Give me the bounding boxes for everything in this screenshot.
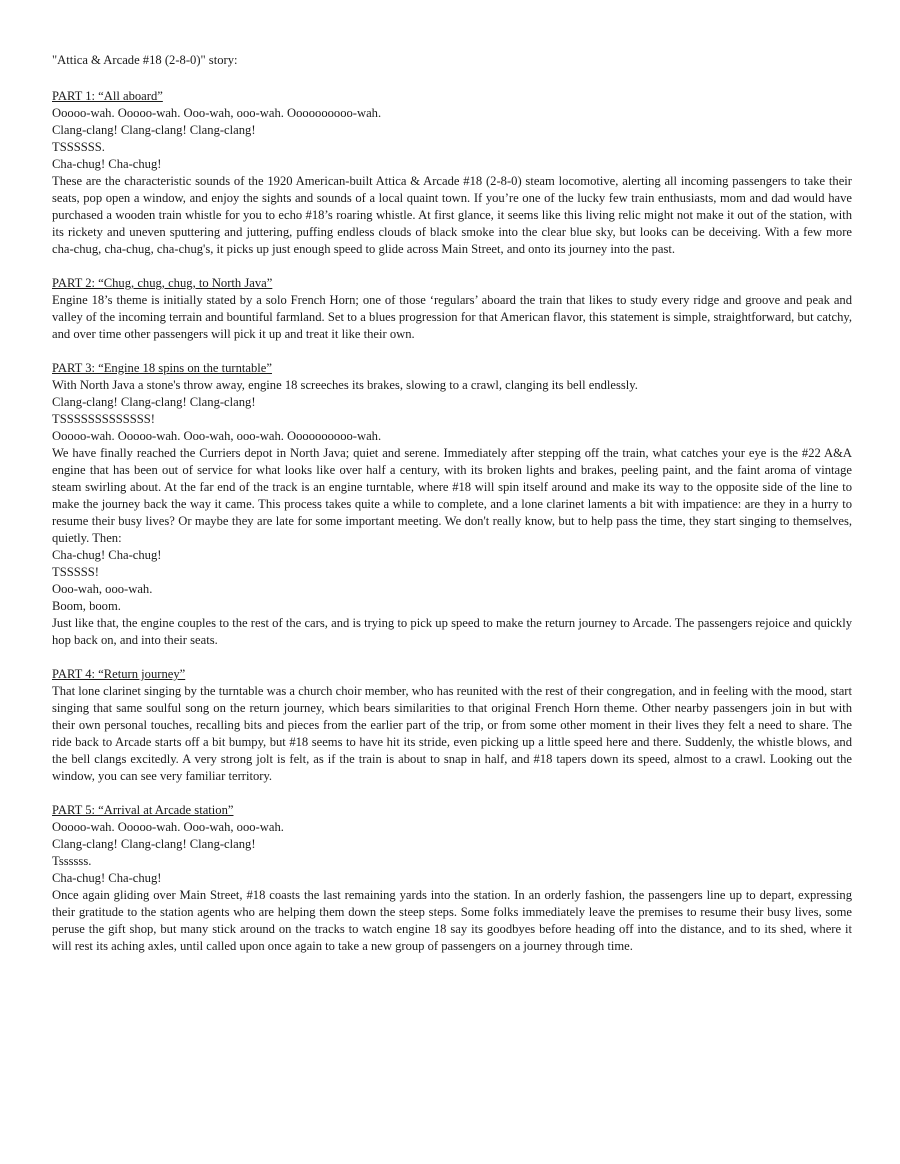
part-1-sound-line: Ooooo-wah. Ooooo-wah. Ooo-wah, ooo-wah. Oooooooooo-wah.: [52, 106, 382, 120]
part-5-sound-line: Clang-clang! Clang-clang! Clang-clang!: [52, 837, 256, 851]
part-3-sound-line: Ooo-wah, ooo-wah.: [52, 582, 153, 596]
part-5-paragraph: Once again gliding over Main Street, #18 coasts the last remaining yards into the station. In an orderly fashion, the passengers line up to depart, expressing their gratitude to the station agents who are helping them down the steep steps. Some folks immediately leave the premises to resume their busy lives, some peruse the gift shop, but many stick around on the tracks to watch engine 18 say its goodbyes before heading off into the distance, and to its shed, where it will rest its aching axles, until called upon once again to take a new group of passengers on a journey through time.: [52, 888, 852, 953]
part-1-paragraph: These are the characteristic sounds of the 1920 American-built Attica & Arcade #18 (2-8-0) steam locomotive, alerting all incoming passengers to take their seats, pop open a window, and enjoy the sights and sounds of a local quaint town. If you’re one of the lucky few train enthusiasts, mom and dad would have purchased a wooden train whistle for you to echo #18’s roaring whistle. At first glance, it seems like this living relic might not make it out of the station, with its rickety and uneven sputtering and juttering, puffing endless clouds of black smoke into the clear blue sky, but looks can be deceiving. With a few more cha-chug, cha-chug, cha-chug's, it picks up just enough speed to glide across Main Street, and onto its journey into the past.: [52, 174, 852, 256]
part-4-paragraph: That lone clarinet singing by the turntable was a church choir member, who has reunited with the rest of their congregation, and in feeling with the mood, start singing that same soulful song on the return journey, which bears similarities to that original French Horn theme. Other nearby passengers join in but with their own personal touches, recalling bits and pieces from the earlier part of the trip, or from some other moment in their lives they felt a need to share. The ride back to Arcade starts off a bit bumpy, but #18 seems to have hit its stride, even picking up a little speed here and there. Suddenly, the whistle blows, and the bell clangs excitedly. A very strong jolt is felt, as if the train is about to snap in half, and #18 tapers down its speed, almost to a crawl. Looking out the window, you can see very familiar territory.: [52, 684, 852, 783]
part-3-sound-line: Cha-chug! Cha-chug!: [52, 548, 162, 562]
part-3-sound-line: TSSSSS!: [52, 565, 99, 579]
part-1-sound-line: Cha-chug! Cha-chug!: [52, 157, 162, 171]
part-1-section: [52, 88, 852, 258]
part-5-sound-line: Cha-chug! Cha-chug!: [52, 871, 162, 885]
part-3-paragraph: We have finally reached the Curriers depot in North Java; quiet and serene. Immediately after stepping off the train, what catches your eye is the #22 A&A engine that has been out of service for what looks like over half a century, with its broken lights and brakes, peeling paint, and the faint aroma of vintage steam swirling about. At the far end of the track is an engine turntable, where #18 will spin itself around and make its way to the opposite side of the line to make the journey back the way it came. This process takes quite a while to complete, and a lone clarinet laments a bit with impatience: are they in a hurry to resume their busy lives? Or maybe they are late for some important meeting. We don't really know, but to help pass the time, they start singing to themselves, quietly. Then:: [52, 446, 852, 545]
part-5-heading: PART 5: “Arrival at Arcade station”: [52, 803, 234, 817]
story-title: "Attica & Arcade #18 (2-8-0)" story:: [52, 53, 238, 67]
part-3-sound-line: With North Java a stone's throw away, engine 18 screeches its brakes, slowing to a crawl, clanging its bell endlessly.: [52, 378, 638, 392]
part-5-section: [52, 802, 852, 955]
part-1-sound-line: TSSSSSS.: [52, 140, 105, 154]
part-3-sound-line: Ooooo-wah. Ooooo-wah. Ooo-wah, ooo-wah. Oooooooooo-wah.: [52, 429, 382, 443]
part-3-section: [52, 360, 852, 649]
part-2-heading: PART 2: “Chug, chug, chug, to North Java”: [52, 276, 273, 290]
part-3-sound-line: TSSSSSSSSSSSSS!: [52, 412, 155, 426]
document-page: [52, 52, 852, 972]
part-3-closing-paragraph: Just like that, the engine couples to the rest of the cars, and is trying to pick up speed to make the return journey to Arcade. The passengers rejoice and quickly hop back on, and into their seats.: [52, 616, 852, 647]
part-5-sound-line: Tssssss.: [52, 854, 92, 868]
part-4-heading: PART 4: “Return journey”: [52, 667, 186, 681]
part-4-section: [52, 666, 852, 785]
part-3-heading: PART 3: “Engine 18 spins on the turntable”: [52, 361, 272, 375]
part-3-sound-line: Clang-clang! Clang-clang! Clang-clang!: [52, 395, 256, 409]
part-2-paragraph: Engine 18’s theme is initially stated by a solo French Horn; one of those ‘regulars’ aboard the train that likes to study every ridge and groove and peak and valley of the incoming terrain and bountiful farmland. Set to a blues progression for that American flavor, this statement is simple, straightforward, but catchy, and over time other passengers will pick it up and treat it like their own.: [52, 293, 852, 341]
part-3-sound-line: Boom, boom.: [52, 599, 121, 613]
part-1-heading: PART 1: “All aboard”: [52, 89, 163, 103]
part-2-section: [52, 275, 852, 343]
part-1-sound-line: Clang-clang! Clang-clang! Clang-clang!: [52, 123, 256, 137]
part-5-sound-line: Ooooo-wah. Ooooo-wah. Ooo-wah, ooo-wah.: [52, 820, 284, 834]
